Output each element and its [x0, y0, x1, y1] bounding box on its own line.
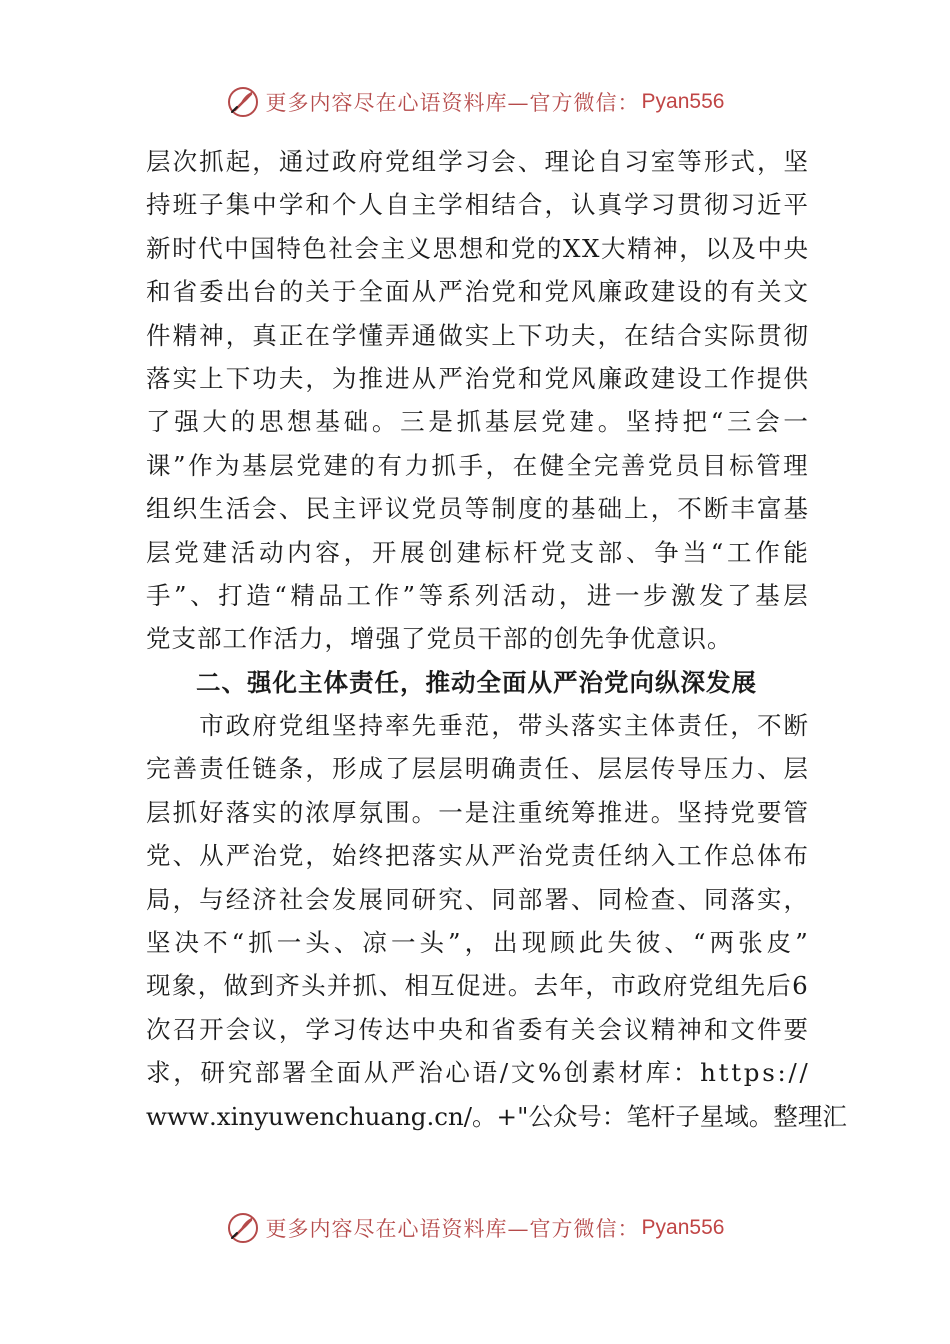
text-line: 层 次 抓 起 ， 通 过 政 府 党 组 学 习 会 、 理 论 自 习 室 等 形 式 ， 坚 [146, 147, 808, 176]
wechat-id: Pyan556 [641, 1216, 725, 1239]
text-line: 层 抓 好 落 实 的 浓 厚 氛 围 。 一 是 注 重 统 筹 推 进 。 坚 持 党 要 管 [146, 797, 808, 827]
text-line: 和 省 委 出 台 的 关 于 全 面 从 严 治 党 和 党 风 廉 政 建 设 的 有 关 文 [146, 277, 808, 307]
document-body [146, 140, 847, 1138]
text-line: 持 班 子 集 中 学 和 个 人 自 主 学 相 结 合 ， 认 真 学 习 贯 彻 习 近 平 [146, 190, 808, 220]
text-line: 现 象 ， 做 到 齐 头 并 抓 、 相 互 促 进 。 去 年 ， 市 政 府 党 组 先 后 6 [146, 971, 808, 1001]
text-line: 次 召 开 会 议 ， 学 习 传 达 中 央 和 省 委 有 关 会 议 精 神 和 文 件 要 [146, 1014, 808, 1044]
text-line: 课 ” 作 为 基 层 党 建 的 有 力 抓 手 ， 在 健 全 完 善 党 员 目 标 管 理 [146, 450, 808, 480]
text-line: 层 党 建 活 动 内 容 ， 开 展 创 建 标 杆 党 支 部 、 争 当 “ 工 作 能 [146, 537, 808, 567]
text-line: 市 政 府 党 组 坚 持 率 先 垂 范 ， 带 头 落 实 主 体 责 任 ， 不 断 [199, 711, 808, 741]
quill-logo-icon [226, 1211, 260, 1245]
text-line: 坚 决 不 “ 抓 一 头 、 凉 一 头 ” ， 出 现 顾 此 失 彼 、 “ 两 张 皮 ” [146, 928, 808, 958]
banner-text: 更多内容尽在心语资料库—官方微信： [265, 1217, 640, 1241]
footer-banner [0, 1208, 950, 1248]
section-heading: 二、强化主体责任，推动全面从严治党向纵深发展 [196, 667, 757, 697]
banner-text: 更多内容尽在心语资料库—官方微信： [265, 91, 640, 115]
wechat-id: Pyan556 [641, 90, 725, 113]
paragraph-1 [146, 140, 808, 661]
text-line: w w w . x i n y u w e n c h u a n g . c n / 。 + " 公 众 号 ： 笔 杆 子 星 域 。 整 理 汇 [146, 1101, 847, 1131]
text-line: 党支部工作活力，增强了党员干部的创先争优意识。 [146, 624, 733, 654]
header-banner [0, 82, 950, 122]
text-line: 完 善 责 任 链 条 ， 形 成 了 层 层 明 确 责 任 、 层 层 传 导 压 力 、 层 [146, 754, 808, 784]
text-line: 求 ， 研 究 部 署 全 面 从 严 治 心 语 / 文 % 创 素 材 库 ： h t t p s : / / [146, 1058, 808, 1088]
text-line: 手 ” 、 打 造 “ 精 品 工 作 ” 等 系 列 活 动 ， 进 一 步 激 发 了 基 层 [146, 580, 808, 610]
text-line: 落 实 上 下 功 夫 ， 为 推 进 从 严 治 党 和 党 风 廉 政 建 设 工 作 提 供 [146, 363, 808, 393]
paragraph-2 [146, 704, 847, 1138]
text-line: 党 、 从 严 治 党 ， 始 终 把 落 实 从 严 治 党 责 任 纳 入 工 作 总 体 布 [146, 841, 808, 871]
text-line: 新 时 代 中 国 特 色 社 会 主 义 思 想 和 党 的 X X 大 精 神 ， 以 及 中 央 [146, 233, 808, 263]
text-line: 组 织 生 活 会 、 民 主 评 议 党 员 等 制 度 的 基 础 上 ， 不 断 丰 富 基 [146, 494, 808, 524]
text-line: 了 强 大 的 思 想 基 础 。 三 是 抓 基 层 党 建 。 坚 持 把 “ 三 会 一 [146, 407, 808, 437]
text-line: 件 精 神 ， 真 正 在 学 懂 弄 通 做 实 上 下 功 夫 ， 在 结 合 实 际 贯 彻 [146, 320, 808, 350]
quill-logo-icon [226, 85, 260, 119]
text-line: 局 ， 与 经 济 社 会 发 展 同 研 究 、 同 部 署 、 同 检 查 、 同 落 实 ， [146, 884, 808, 914]
